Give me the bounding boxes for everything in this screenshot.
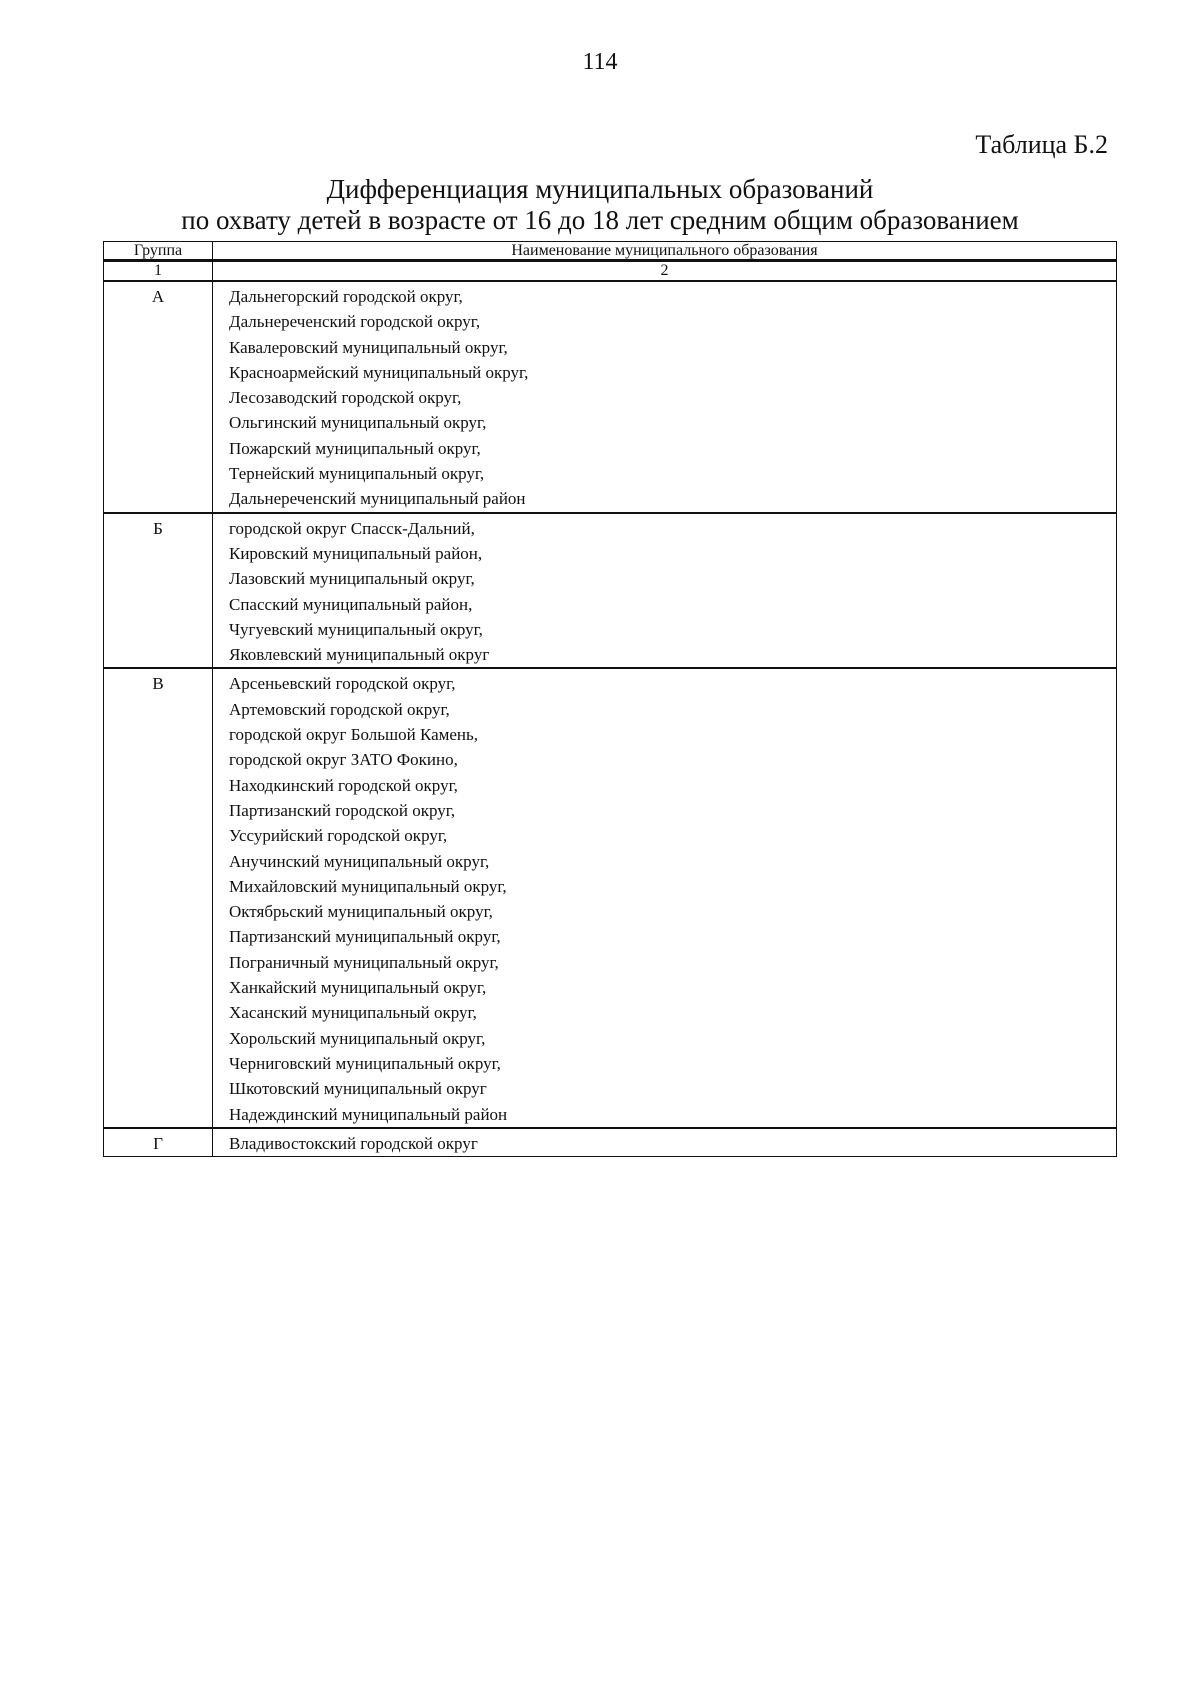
municipality-list [213,668,1117,1127]
group-label: А [104,281,213,513]
municipality-list [213,281,1117,513]
municipality-name: Лазовский муниципальный округ, [229,569,475,589]
table-title [95,174,1105,236]
column-number-row [104,261,1117,282]
municipality-name: городской округ ЗАТО Фокино, [229,750,458,770]
municipality-name: Кавалеровский муниципальный округ, [229,337,508,357]
municipality-name: Пожарский муниципальный округ, [229,438,481,458]
page-number: 114 [582,49,618,75]
table-row [104,281,1117,513]
municipality-name: Дальнереченский городской округ, [229,312,481,332]
municipality-name: Арсеньевский городской округ, [229,674,456,694]
municipality-name: Ханкайский муниципальный округ, [229,978,487,998]
municipality-name: Дальнегорский городской округ, [229,287,463,306]
municipality-name: Яковлевский муниципальный округ [229,645,490,665]
municipality-name: Находкинский городской округ, [229,775,458,795]
municipality-name: Спасский муниципальный район, [229,594,473,614]
municipality-name: Надеждинский муниципальный район [229,1104,508,1124]
group-label: Б [104,513,213,669]
municipality-list [213,513,1117,669]
title-line-2: по охвату детей в возрасте от 16 до 18 лет средним общим образованием [181,205,1019,235]
municipality-name: Тернейский муниципальный округ, [229,464,485,484]
municipality-name: Хорольский муниципальный округ, [229,1028,486,1048]
municipality-name: Лесозаводский городской округ, [229,388,462,408]
municipality-name: Дальнереченский муниципальный район [229,489,526,509]
municipality-name: Кировский муниципальный район, [229,543,483,563]
municipality-name: Шкотовский муниципальный округ [229,1079,487,1099]
municipality-name: городской округ Большой Камень, [229,725,479,745]
municipality-list [213,1128,1117,1157]
table-label: Таблица Б.2 [975,130,1108,159]
municipalities-table [103,241,1117,1157]
municipality-name: Уссурийский городской округ, [229,826,448,846]
header-row [104,242,1117,261]
municipality-name: городской округ Спасск-Дальний, [229,518,475,538]
group-label: В [104,668,213,1127]
municipality-name: Хасанский муниципальный округ, [229,1003,477,1023]
column-number-1: 1 [104,261,213,282]
municipality-name: Владивостокский городской округ [229,1133,478,1153]
column-number-2: 2 [213,261,1117,282]
title-line-1: Дифференциация муниципальных образований [326,174,874,204]
header-name: Наименование муниципального образования [213,242,1117,261]
municipality-name: Партизанский городской округ, [229,800,456,820]
municipality-name: Михайловский муниципальный округ, [229,876,507,896]
municipality-name: Пограничный муниципальный округ, [229,952,499,972]
municipality-name: Красноармейский муниципальный округ, [229,362,529,382]
group-label: Г [104,1128,213,1157]
municipality-name: Анучинский муниципальный округ, [229,851,490,871]
municipality-name: Чугуевский муниципальный округ, [229,619,483,639]
table-row [104,513,1117,669]
header-group: Группа [104,242,213,261]
municipality-name: Ольгинский муниципальный округ, [229,413,487,433]
municipality-name: Черниговский муниципальный округ, [229,1053,501,1073]
table-row [104,1128,1117,1157]
municipality-name: Октябрьский муниципальный округ, [229,902,493,922]
municipality-name: Партизанский муниципальный округ, [229,927,501,947]
municipality-name: Артемовский городской округ, [229,699,450,719]
table-row [104,668,1117,1127]
